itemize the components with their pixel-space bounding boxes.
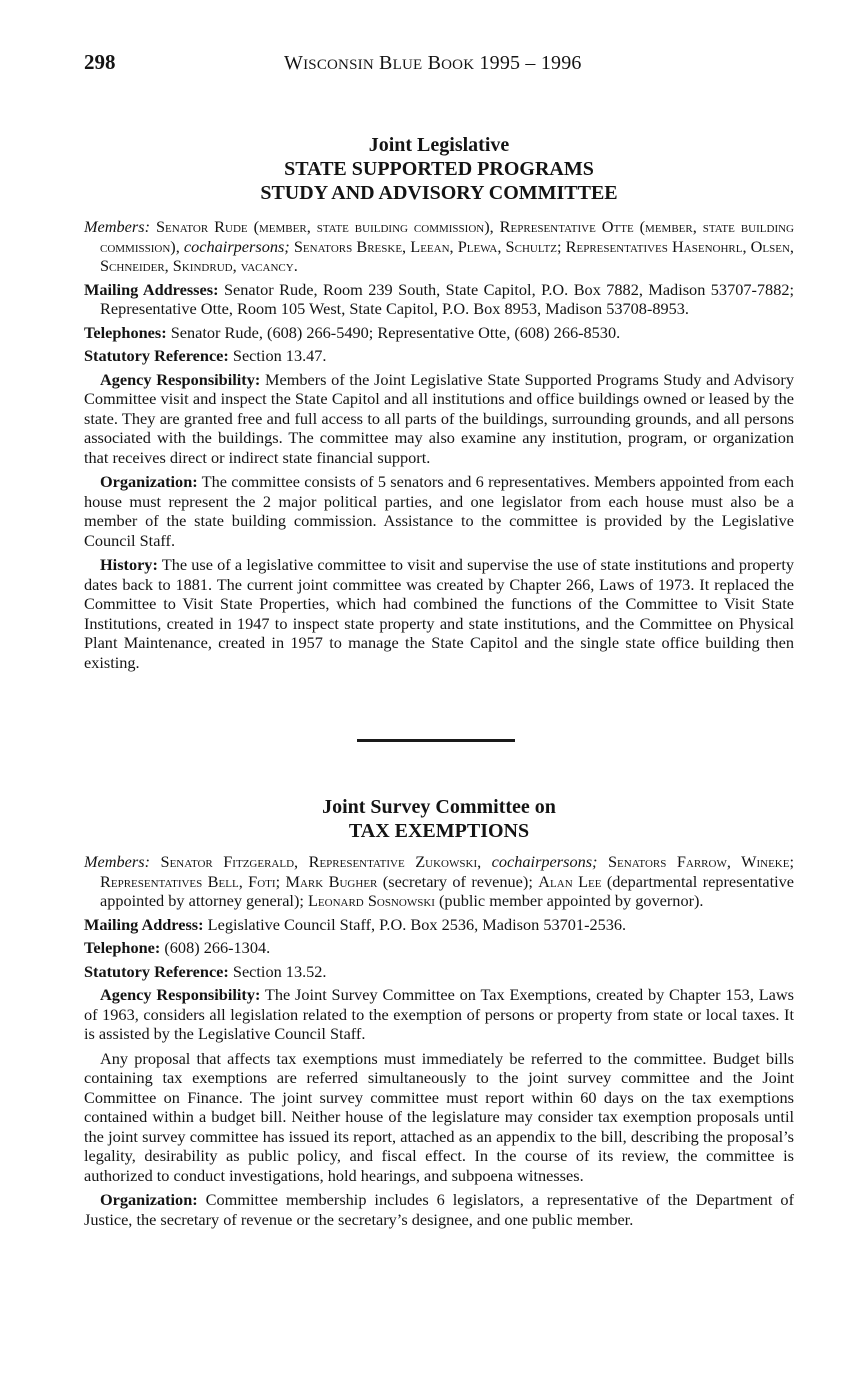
committee2-statutory: Statutory Reference: Section 13.52. (84, 961, 327, 981)
committee2-title (84, 795, 794, 843)
committee2-organization: Organization: Committee membership includes 6 legislators, a representative of the Department of Justice, the secretary of revenue or the secretary’s designee, and one public member. (84, 1190, 794, 1229)
running-title: WISCONSIN BLUE BOOK 1995 – 1996 (284, 52, 582, 74)
committee2-title-line1: Joint Survey Committee on (322, 796, 556, 818)
committee1-statutory: Statutory Reference: Section 13.47. (84, 346, 327, 365)
committee2-body (84, 852, 794, 1234)
running-head (84, 50, 800, 78)
committee1-title (84, 133, 794, 205)
page-number: 298 (84, 50, 116, 74)
section-divider (357, 739, 515, 742)
committee1-mailing: Mailing Addresses: Senator Rude, Room 239 South, State Capitol, P.O. Box 7882, Madison 53707-7882; Representative Otte, Room 105 West, State Capitol, P.O. Box 8953, Madison 53708-8953. (84, 279, 794, 318)
committee1-title-line2: STATE SUPPORTED PROGRAMS (284, 158, 594, 180)
committee2-title-line2: TAX EXEMPTIONS (348, 820, 530, 842)
committee2-agency: Agency Responsibility: The Joint Survey Committee on Tax Exemptions, created by Chapter 153, Laws of 1963, considers all legislation related to the exemption of persons or property from state or local taxes. It is assisted by the Legislative Council Staff. (84, 985, 794, 1043)
committee1-history: History: The use of a legislative committee to visit and supervise the use of state institutions and property dates back to 1881. The current joint committee was created by Chapter 266, Laws of 1973. It replaced the Committee to Visit State Properties, which had combined the functions of the Committee to Visit State Institutions, created in 1947 to inspect state property and state institutions, and the Committee on Physical Plant Maintenance, created in 1957 to manage the State Capitol and the single state office building then existing. (84, 555, 794, 672)
committee1-body (84, 217, 794, 677)
committee2-mailing: Mailing Address: Legislative Council Staff, P.O. Box 2536, Madison 53701-2536. (84, 914, 627, 934)
committee2-proposal: Any proposal that affects tax exemptions must immediately be referred to the committee. Budget bills containing tax exemptions are referred simultaneously to the joint survey committee and the Joint Committee on Finance. The joint survey committee must report within 60 days on the tax exemptions contained within a budget bill. Neither house of the legislature may consider tax exemption proposals until the joint survey committee has issued its report, attached as an appendix to the bill, describing the proposal’s legality, desirability as public policy, and fiscal effect. In the course of its review, the committee is authorized to conduct investigations, hold hearings, and subpoena witnesses. (84, 1048, 794, 1185)
committee1-organization: Organization: The committee consists of 5 senators and 6 representatives. Members appointed from each house must represent the 2 major political parties, and one legislator from each house must also be a member of the state building commission. Assistance to the committee is provided by the Legislative Council Staff. (84, 472, 794, 550)
committee1-title-line1: Joint Legislative (368, 134, 510, 156)
committee1-members: Members: Senator Rude (member, state building commission), Representative Otte (member, state building commission), cochairpersons; Senators Breske, Leean, Plewa, Schultz; Representatives Hasenohrl, Olsen, Schneider, Skindrud, vacancy. (84, 217, 794, 275)
committee1-title-line3: STUDY AND ADVISORY COMMITTEE (260, 182, 618, 204)
committee2-members: Members: Senator Fitzgerald, Representative Zukowski, cochairpersons; Senators Farrow, Wineke; Representatives Bell, Foti; Mark Bugher (secretary of revenue); Alan Lee (departmental representative appointed by attorney general); Leonard Sosnowski (public member appointed by governor). (84, 852, 795, 910)
committee1-telephones: Telephones: Senator Rude, (608) 266-5490; Representative Otte, (608) 266-8530. (84, 322, 621, 342)
committee2-telephone: Telephone: (608) 266-1304. (84, 938, 271, 957)
committee1-agency: Agency Responsibility: Members of the Joint Legislative State Supported Programs Study and Advisory Committee visit and inspect the State Capitol and all institutions and office buildings owned or leased by the state. They are granted free and full access to all parts of the buildings, surrounding grounds, and all persons associated with the buildings. The committee may also examine any institution, program, or organization that receives direct or indirect state financial support. (84, 369, 794, 467)
